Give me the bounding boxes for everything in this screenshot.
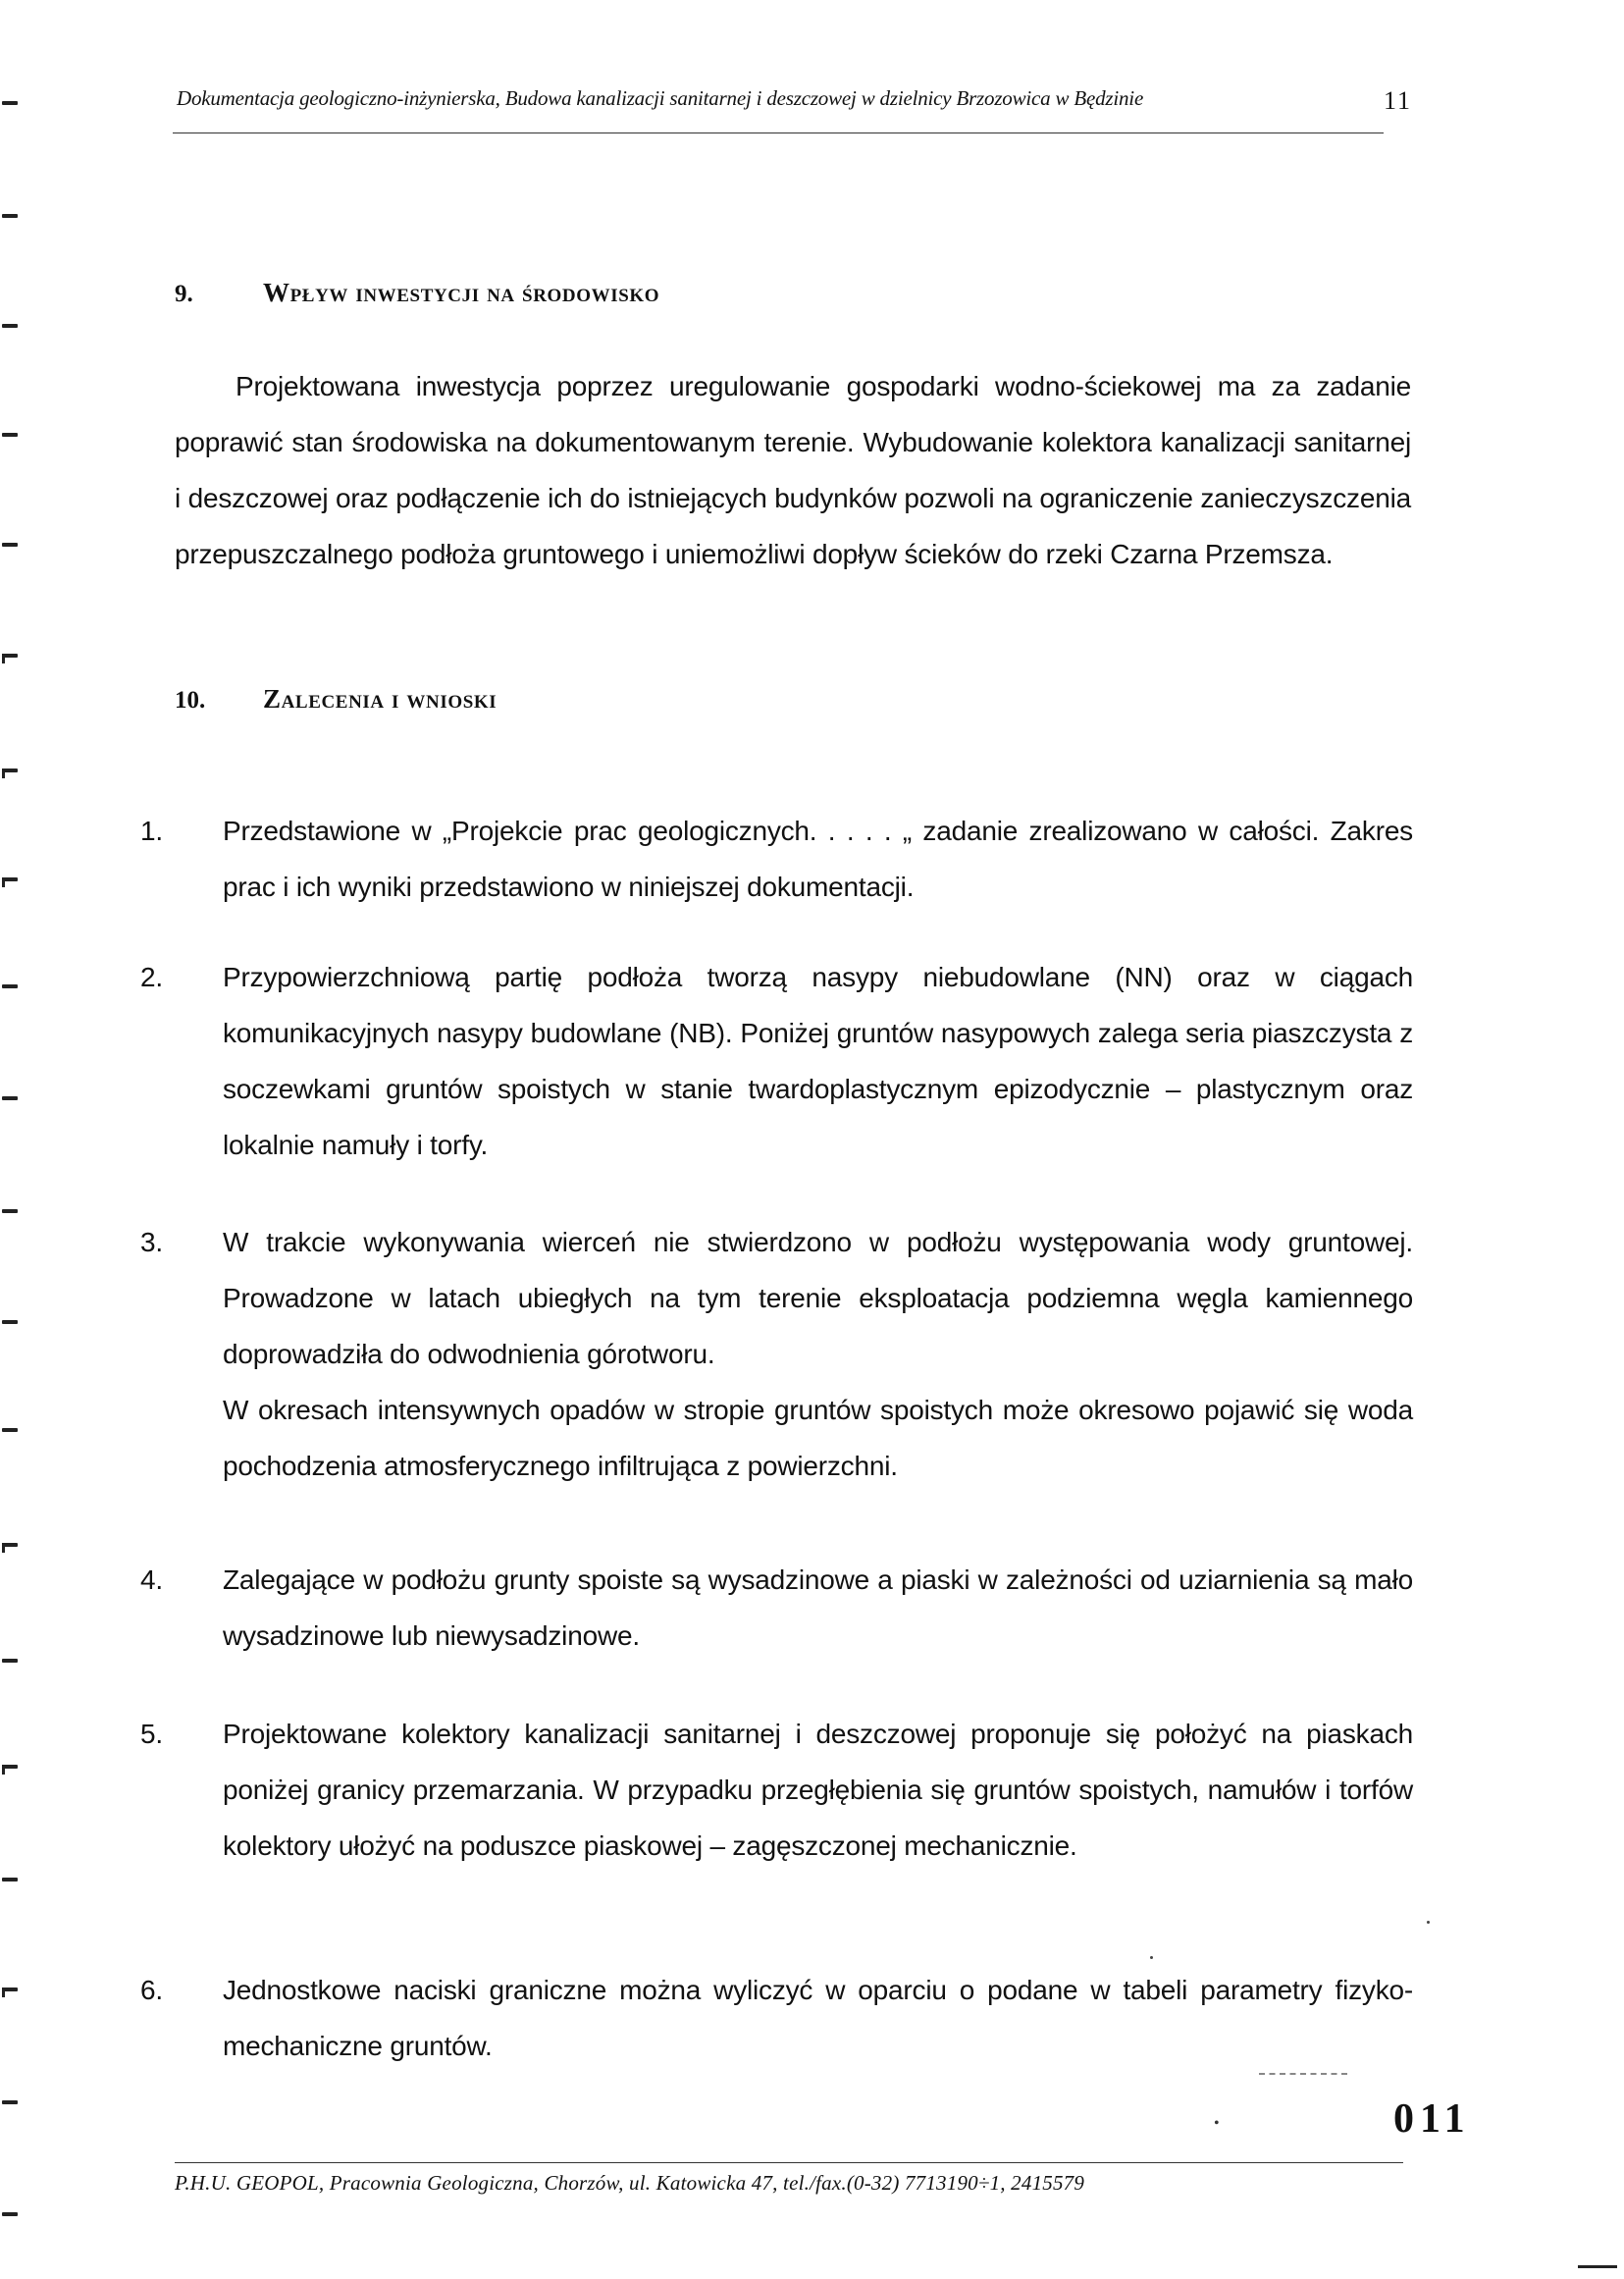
list-item-text: Projektowane kolektory kanalizacji sanitarnej i deszczowej proponuje się położyć na piaskach poniżej granicy przemarzania. W przypadku przegłębienia się gruntów spoistych, namułów i torfów kolektory ułożyć na poduszce piaskowej – zagęszczonej mechanicznie. (223, 1719, 1413, 1861)
binder-mark (2, 433, 18, 437)
section-9-paragraph: Projektowana inwestycja poprzez uregulowanie gospodarki wodno-ściekowej ma za zadanie poprawić stan środowiska na dokumentowanym terenie. Wybudowanie kolektora kanalizacji sanitarnej i deszczowej oraz podłączenie ich do istniejących budynków pozwoli na ograniczenie zanieczyszczenia przepuszczalnego podłoża gruntowego i uniemożliwi dopływ ścieków do rzeki Czarna Przemsza. (175, 371, 1411, 569)
list-item-text: W trakcie wykonywania wierceń nie stwierdzono w podłożu występowania wody gruntowej. Prowadzone w latach ubiegłych na tym terenie eksploatacja podziemna węgla kamiennego doprowadziła do odwodnienia górotworu. (223, 1227, 1413, 1369)
list-item (132, 1552, 1413, 1664)
running-header: Dokumentacja geologiczno-inżynierska, Budowa kanalizacji sanitarnej i deszczowej w dzielnicy Brzozowica w Będzinie (177, 86, 1144, 110)
scan-speck (1427, 1921, 1430, 1924)
list-item-text: Zalegające w podłożu grunty spoiste są wysadzinowe a piaski w zależności od uziarnienia są mało wysadzinowe lub niewysadzinowe. (223, 1564, 1413, 1651)
binder-mark (2, 1209, 18, 1213)
list-item-text-continued: W okresach intensywnych opadów w stropie gruntów spoistych może okresowo pojawić się woda pochodzenia atmosferycznego infiltrująca z powierzchni. (223, 1395, 1413, 1481)
list-item-text: Jednostkowe naciski graniczne można wyliczyć w oparciu o podane w tabeli parametry fizyko-mechaniczne gruntów. (223, 1975, 1413, 2061)
binder-mark (2, 1320, 18, 1324)
binder-mark (2, 2212, 18, 2216)
list-item-number: 6. (140, 1975, 163, 2005)
list-item (132, 1214, 1413, 1494)
stamp-mark: • (1214, 2115, 1220, 2132)
section-number: 9. (175, 281, 193, 307)
section-heading-9 (175, 278, 659, 308)
sheet-number-stamp: 011 (1393, 2096, 1471, 2142)
binder-mark (2, 1878, 18, 1882)
binder-mark (2, 1765, 18, 1769)
binder-mark (2, 877, 18, 881)
corner-mark (1578, 2265, 1617, 2268)
binder-mark (2, 214, 18, 218)
list-item (132, 949, 1413, 1173)
binder-mark (2, 1096, 18, 1100)
binder-mark (2, 101, 18, 105)
list-item-text: Przypowierzchniową partię podłoża tworzą nasypy niebudowlane (NN) oraz w ciągach komunikacyjnych nasypy budowlane (NB). Poniżej gruntów nasypowych zalega seria piaszczysta z soczewkami gruntów spoistych w stanie twardoplastycznym epizodycznie – plastycznym oraz lokalnie namuły i torfy. (223, 962, 1413, 1160)
list-item (132, 1962, 1413, 2074)
list-item-number: 1. (140, 816, 163, 846)
section-title: Zalecenia i wnioski (263, 684, 498, 714)
faint-dashes (1259, 2073, 1347, 2075)
binder-mark (2, 1988, 18, 1991)
scan-speck (1150, 1956, 1153, 1959)
binder-mark (2, 1428, 18, 1432)
binder-mark (2, 768, 18, 772)
binder-mark (2, 2100, 18, 2104)
list-item-number: 4. (140, 1564, 163, 1595)
list-item-number: 2. (140, 962, 163, 992)
binder-mark (2, 324, 18, 328)
section-heading-10 (175, 684, 497, 715)
section-title: Wpływ inwestycji na środowisko (263, 278, 660, 307)
binder-mark (2, 984, 18, 988)
page-number: 11 (1384, 86, 1413, 115)
list-item-text: Przedstawione w „Projekcie prac geologicznych. . . . . „ zadanie zrealizowano w całości. Zakres prac i ich wyniki przedstawiono w niniejszej dokumentacji. (223, 816, 1413, 902)
binder-mark (2, 1659, 18, 1663)
list-item-number: 3. (140, 1227, 163, 1257)
list-item-number: 5. (140, 1719, 163, 1749)
list-item (132, 1706, 1413, 1874)
binder-mark (2, 543, 18, 547)
header-rule (173, 132, 1384, 133)
footer-text: P.H.U. GEOPOL, Pracownia Geologiczna, Chorzów, ul. Katowicka 47, tel./fax.(0-32) 7713190÷1, 2415579 (175, 2171, 1085, 2195)
binder-mark (2, 1543, 18, 1547)
binder-mark (2, 654, 18, 658)
list-item (132, 803, 1413, 915)
footer-rule (175, 2162, 1403, 2163)
section-number: 10. (175, 687, 206, 714)
